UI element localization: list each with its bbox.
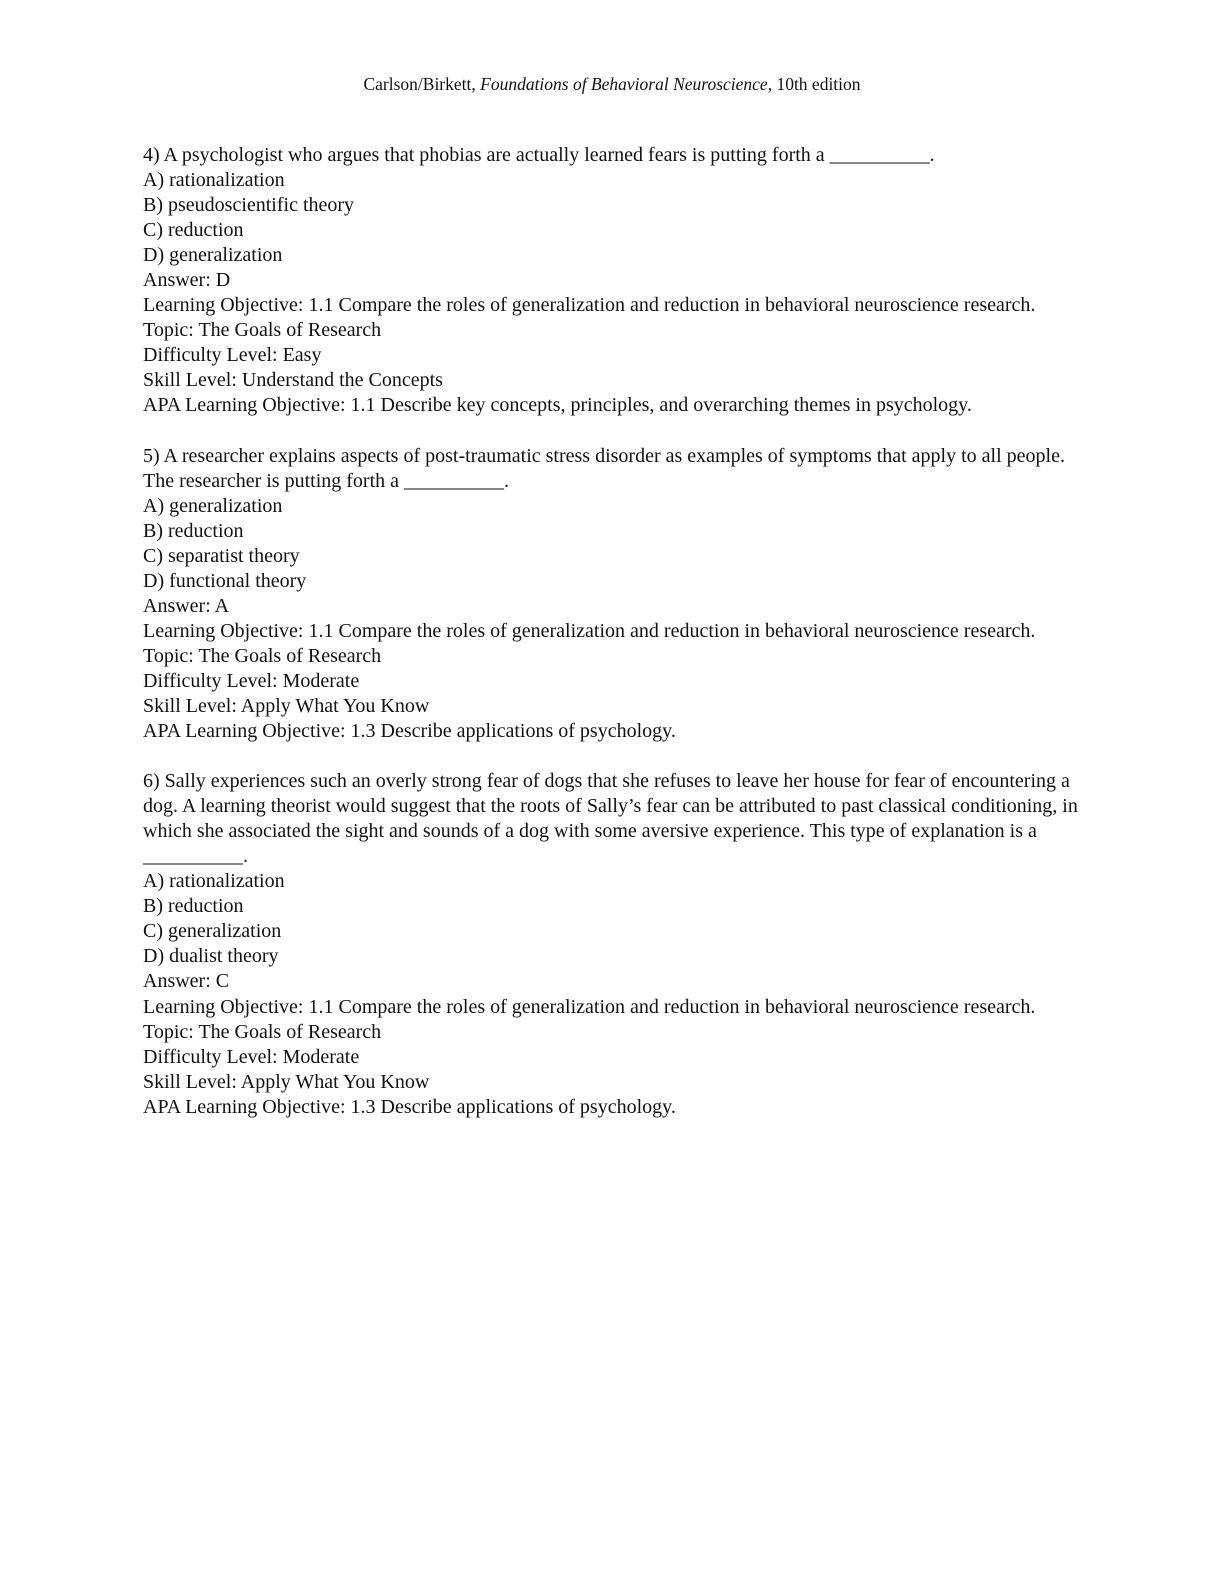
header-authors: Carlson/Birkett, [363,74,476,94]
question-list [143,143,1083,1145]
option-a: A) rationalization [143,870,285,893]
option-d: D) dualist theory [143,945,279,968]
question-stem: 5) A researcher explains aspects of post-traumatic stress disorder as examples of symptoms that apply to all people. The researcher is putting forth a __________. [143,444,1065,492]
skill-level: Skill Level: Understand the Concepts [143,369,443,392]
option-c: C) separatist theory [143,544,300,567]
option-c: C) reduction [143,219,244,242]
skill-level: Skill Level: Apply What You Know [143,694,430,717]
apa-learning-objective: APA Learning Objective: 1.3 Describe applications of psychology. [143,1095,676,1118]
learning-objective: Learning Objective: 1.1 Compare the roles of generalization and reduction in behavioral neuroscience research. [143,294,1036,317]
topic: Topic: The Goals of Research [143,319,382,342]
header-book-title: Foundations of Behavioral Neuroscience [480,74,768,94]
skill-level: Skill Level: Apply What You Know [143,1070,430,1093]
option-c: C) generalization [143,920,282,943]
difficulty-level: Difficulty Level: Moderate [143,1045,360,1068]
option-a: A) rationalization [143,169,285,192]
page-header [0,72,1224,96]
topic: Topic: The Goals of Research [143,1020,382,1043]
question-6 [143,769,1083,1120]
option-b: B) pseudoscientific theory [143,194,355,217]
answer: Answer: C [143,970,230,993]
header-edition: , 10th edition [767,74,861,94]
question-4 [143,143,1083,419]
apa-learning-objective: APA Learning Objective: 1.3 Describe applications of psychology. [143,720,676,743]
learning-objective: Learning Objective: 1.1 Compare the roles of generalization and reduction in behavioral neuroscience research. [143,995,1036,1018]
difficulty-level: Difficulty Level: Moderate [143,669,360,692]
topic: Topic: The Goals of Research [143,644,382,667]
option-d: D) generalization [143,244,283,267]
answer: Answer: D [143,269,231,292]
apa-learning-objective: APA Learning Objective: 1.1 Describe key concepts, principles, and overarching themes in psychology. [143,394,972,417]
question-stem: 4) A psychologist who argues that phobias are actually learned fears is putting forth a __________. [143,144,935,166]
question-stem: 6) Sally experiences such an overly strong fear of dogs that she refuses to leave her house for fear of encountering a dog. A learning theorist would suggest that the roots of Sally’s fear can be attributed to past classical conditioning, in which she associated the sight and sounds of a dog with some aversive experience. This type of explanation is a __________. [143,770,1078,868]
option-d: D) functional theory [143,569,307,592]
learning-objective: Learning Objective: 1.1 Compare the roles of generalization and reduction in behavioral neuroscience research. [143,619,1036,642]
difficulty-level: Difficulty Level: Easy [143,344,322,367]
option-b: B) reduction [143,519,244,542]
question-5 [143,444,1083,745]
option-a: A) generalization [143,494,283,517]
answer: Answer: A [143,594,230,617]
option-b: B) reduction [143,895,244,918]
